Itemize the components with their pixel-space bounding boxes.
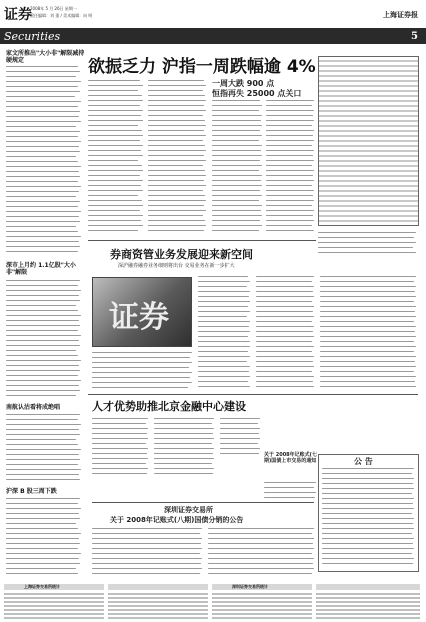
- strip-header-2: [108, 584, 208, 590]
- strip-label-sz: 深圳证券交易所统计: [232, 584, 268, 589]
- bond-notice-title: 关于 2008年记账式(七期)国债上市交易的通知: [264, 452, 317, 464]
- feature-subhead: 深沪融券融券业务细则将出台 交易业务在新一步扩大: [118, 263, 235, 269]
- page-number: 5: [411, 31, 418, 42]
- headline-subtitle-2: 恒指再失 25000 点关口: [212, 89, 302, 98]
- talent-headline: 人才优势助推北京金融中心建设: [92, 400, 246, 413]
- paper-name: 上海证券报: [383, 10, 418, 19]
- feature-photo: [92, 277, 192, 347]
- section-band: [0, 28, 426, 44]
- feature-headline: 券商资管业务发展迎来新空间: [110, 248, 253, 261]
- szse-subtitle: 关于 2008年记账式(八期)国债分销的公告: [110, 516, 244, 524]
- strip-table-1: [4, 591, 104, 621]
- strip-table-2: [108, 591, 208, 621]
- left-article-title-1: 家文所推出"大小非"解限减持硬规定: [6, 50, 85, 64]
- strip-table-4: [316, 591, 420, 621]
- page-header: [0, 0, 426, 30]
- issue-meta: 2008年 5 月 26日 星期一: [30, 6, 77, 11]
- main-headline: 欲振乏力 沪指一周跌幅逾 4%: [88, 57, 316, 77]
- headline-subtitle-1: 一周大跌 900 点: [212, 79, 275, 88]
- strip-header-4: [316, 584, 420, 590]
- strip-table-3: [212, 591, 312, 621]
- editor-meta: 责任编辑：刘 重 / 美术编辑：向 明: [30, 13, 93, 18]
- masthead: 证券: [4, 7, 32, 23]
- szse-title: 深圳证券交易所: [164, 506, 213, 514]
- announcement-title: 公 告: [354, 457, 373, 466]
- photo-caption-mark: 证券: [109, 300, 169, 335]
- strip-label-sh: 上海证券交易所统计: [24, 584, 60, 589]
- left-article-title-2: 深市上月约 1.1亿股"大小非"解限: [6, 262, 76, 276]
- section-title: Securities: [4, 30, 61, 43]
- left-article-title-4: 沪深 B 股三周下跌: [6, 488, 57, 495]
- market-data-table: [318, 56, 419, 226]
- bottom-stats-strip: [0, 584, 426, 622]
- left-article-title-3: 南航认沽看将成绝唱: [6, 404, 61, 411]
